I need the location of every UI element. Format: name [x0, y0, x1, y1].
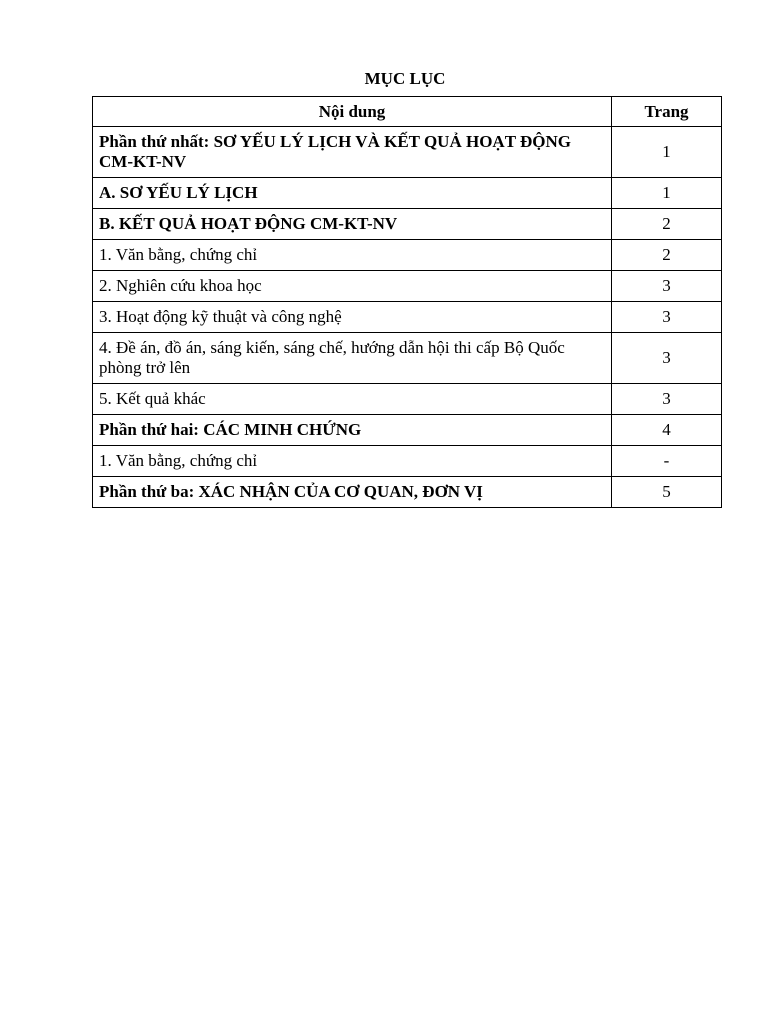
- toc-entry-title: A. SƠ YẾU LÝ LỊCH: [93, 178, 612, 209]
- toc-entry-title: 1. Văn bằng, chứng chỉ: [93, 446, 612, 477]
- table-row: [93, 333, 722, 384]
- table-row: [93, 127, 722, 178]
- toc-entry-page: -: [612, 446, 722, 477]
- toc-entry-page: 1: [612, 178, 722, 209]
- table-header-row: [93, 97, 722, 127]
- column-header-page: Trang: [612, 97, 722, 127]
- toc-entry-page: 1: [612, 127, 722, 178]
- toc-entry-page: 3: [612, 333, 722, 384]
- page-title: MỤC LỤC: [364, 69, 446, 88]
- table-row: [93, 477, 722, 508]
- toc-entry-page: 2: [612, 240, 722, 271]
- table-row: [93, 384, 722, 415]
- toc-entry-page: 4: [612, 415, 722, 446]
- toc-entry-page: 3: [612, 302, 722, 333]
- toc-entry-title: 2. Nghiên cứu khoa học: [93, 271, 612, 302]
- table-row: [93, 209, 722, 240]
- table-row: [93, 240, 722, 271]
- toc-entry-title: Phần thứ ba: XÁC NHẬN CỦA CƠ QUAN, ĐƠN VỊ: [93, 477, 612, 508]
- toc-entry-title: B. KẾT QUẢ HOẠT ĐỘNG CM-KT-NV: [93, 209, 612, 240]
- toc-entry-title: 5. Kết quả khác: [93, 384, 612, 415]
- toc-entry-page: 5: [612, 477, 722, 508]
- toc-entry-page: 2: [612, 209, 722, 240]
- table-row: [93, 302, 722, 333]
- toc-entry-title: 3. Hoạt động kỹ thuật và công nghệ: [93, 302, 612, 333]
- table-of-contents: [92, 96, 722, 508]
- table-row: [93, 415, 722, 446]
- column-header-content: Nội dung: [93, 97, 612, 127]
- toc-entry-title: 4. Đề án, đồ án, sáng kiến, sáng chế, hướng dẫn hội thi cấp Bộ Quốc phòng trở lên: [93, 333, 612, 384]
- toc-entry-title: Phần thứ nhất: SƠ YẾU LÝ LỊCH VÀ KẾT QUẢ HOẠT ĐỘNG CM-KT-NV: [93, 127, 612, 178]
- toc-entry-title: 1. Văn bằng, chứng chỉ: [93, 240, 612, 271]
- toc-entry-page: 3: [612, 271, 722, 302]
- table-row: [93, 446, 722, 477]
- toc-entry-title: Phần thứ hai: CÁC MINH CHỨNG: [93, 415, 612, 446]
- table-row: [93, 271, 722, 302]
- table-row: [93, 178, 722, 209]
- toc-entry-page: 3: [612, 384, 722, 415]
